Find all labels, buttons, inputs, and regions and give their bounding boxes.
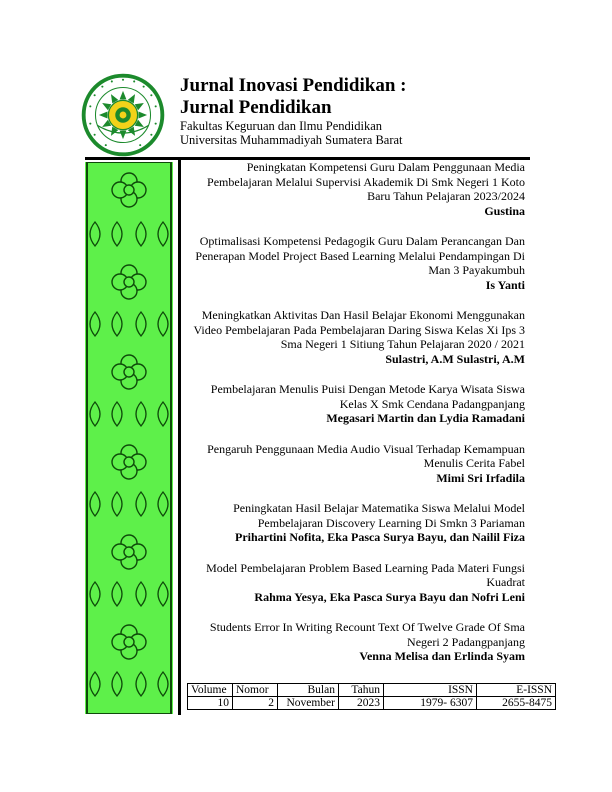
value-nomor: 2: [233, 697, 278, 710]
article-author: Is Yanti: [485, 277, 525, 292]
vertical-divider: [178, 157, 181, 715]
article-title: Students Error In Writing Recount Text Of Twelve Grade Of Sma Negeri 2 Padangpanjang: [209, 620, 525, 649]
value-issn: 1979- 6307: [384, 697, 477, 710]
article-item: [190, 561, 525, 605]
article-item: [190, 620, 525, 664]
article-item: [190, 234, 525, 292]
header-issn: ISSN: [384, 684, 477, 697]
article-title: Optimalisasi Kompetensi Pedagogik Guru Dalam Perancangan Dan Penerapan Model Project Based Learning Melalui Pendampingan Di Man 3 Payakumbuh: [195, 234, 525, 277]
decorative-floral-band: [85, 162, 173, 714]
article-item: [190, 501, 525, 545]
article-title: Model Pembelajaran Problem Based Learning Pada Materi Fungsi Kuadrat: [206, 560, 525, 589]
header-tahun: Tahun: [339, 684, 384, 697]
faculty-name: Fakultas Keguruan dan Ilmu Pendidikan: [180, 119, 383, 133]
article-author: Rahma Yesya, Eka Pasca Surya Bayu dan Nofri Leni: [254, 589, 525, 604]
university-name: Universitas Muhammadiyah Sumatera Barat: [180, 133, 403, 147]
article-list: [190, 160, 525, 664]
journal-header: [180, 75, 407, 147]
university-seal-logo: [80, 72, 166, 158]
article-item: [190, 308, 525, 366]
journal-title-line2: Jurnal Pendidikan: [180, 97, 332, 118]
article-author: Megasari Martin dan Lydia Ramadani: [326, 411, 525, 425]
article-item: [190, 382, 525, 426]
value-tahun: 2023: [339, 697, 384, 710]
journal-title-line1: Jurnal Inovasi Pendidikan :: [180, 75, 407, 96]
header-bulan: Bulan: [278, 684, 339, 697]
article-author: Mimi Sri Irfadila: [436, 470, 525, 485]
article-item: [190, 160, 525, 218]
table-header-row: [188, 684, 556, 697]
value-volume: 10: [188, 697, 233, 710]
article-author: Gustina: [484, 203, 525, 218]
article-title: Pembelajaran Menulis Puisi Dengan Metode Karya Wisata Siswa Kelas X Smk Cendana Padangpanjang: [210, 382, 525, 411]
publication-info-table: [187, 683, 556, 710]
article-title: Meningkatkan Aktivitas Dan Hasil Belajar Ekonomi Menggunakan Video Pembelajaran Pada Pembelajaran Daring Siswa Kelas Xi Ips 3 Sma Negeri 1 Sitiung Tahun Pelajaran 2020 / 2021: [193, 308, 525, 351]
article-author: Sulastri, A.M Sulastri, A.M: [385, 351, 525, 366]
value-eissn: 2655-8475: [477, 697, 556, 710]
table-value-row: [188, 697, 556, 710]
header-eissn: E-ISSN: [477, 684, 556, 697]
article-author: Prihartini Nofita, Eka Pasca Surya Bayu, dan Nailil Fiza: [234, 530, 525, 544]
article-title: Pengaruh Penggunaan Media Audio Visual Terhadap Kemampuan Menulis Cerita Fabel: [207, 441, 525, 470]
header-volume: Volume: [188, 684, 233, 697]
value-bulan: November: [278, 697, 339, 710]
article-title: Peningkatan Hasil Belajar Matematika Siswa Melalui Model Pembelajaran Discovery Learning Di Smkn 3 Pariaman: [233, 501, 525, 530]
article-author: Venna Melisa dan Erlinda Syam: [359, 649, 525, 663]
article-item: [190, 442, 525, 486]
header-nomor: Nomor: [233, 684, 278, 697]
article-title: Peningkatan Kompetensi Guru Dalam Penggunaan Media Pembelajaran Melalui Supervisi Akademik Di Smk Negeri 1 Koto Baru Tahun Pelajaran 2023/2024: [207, 160, 525, 203]
